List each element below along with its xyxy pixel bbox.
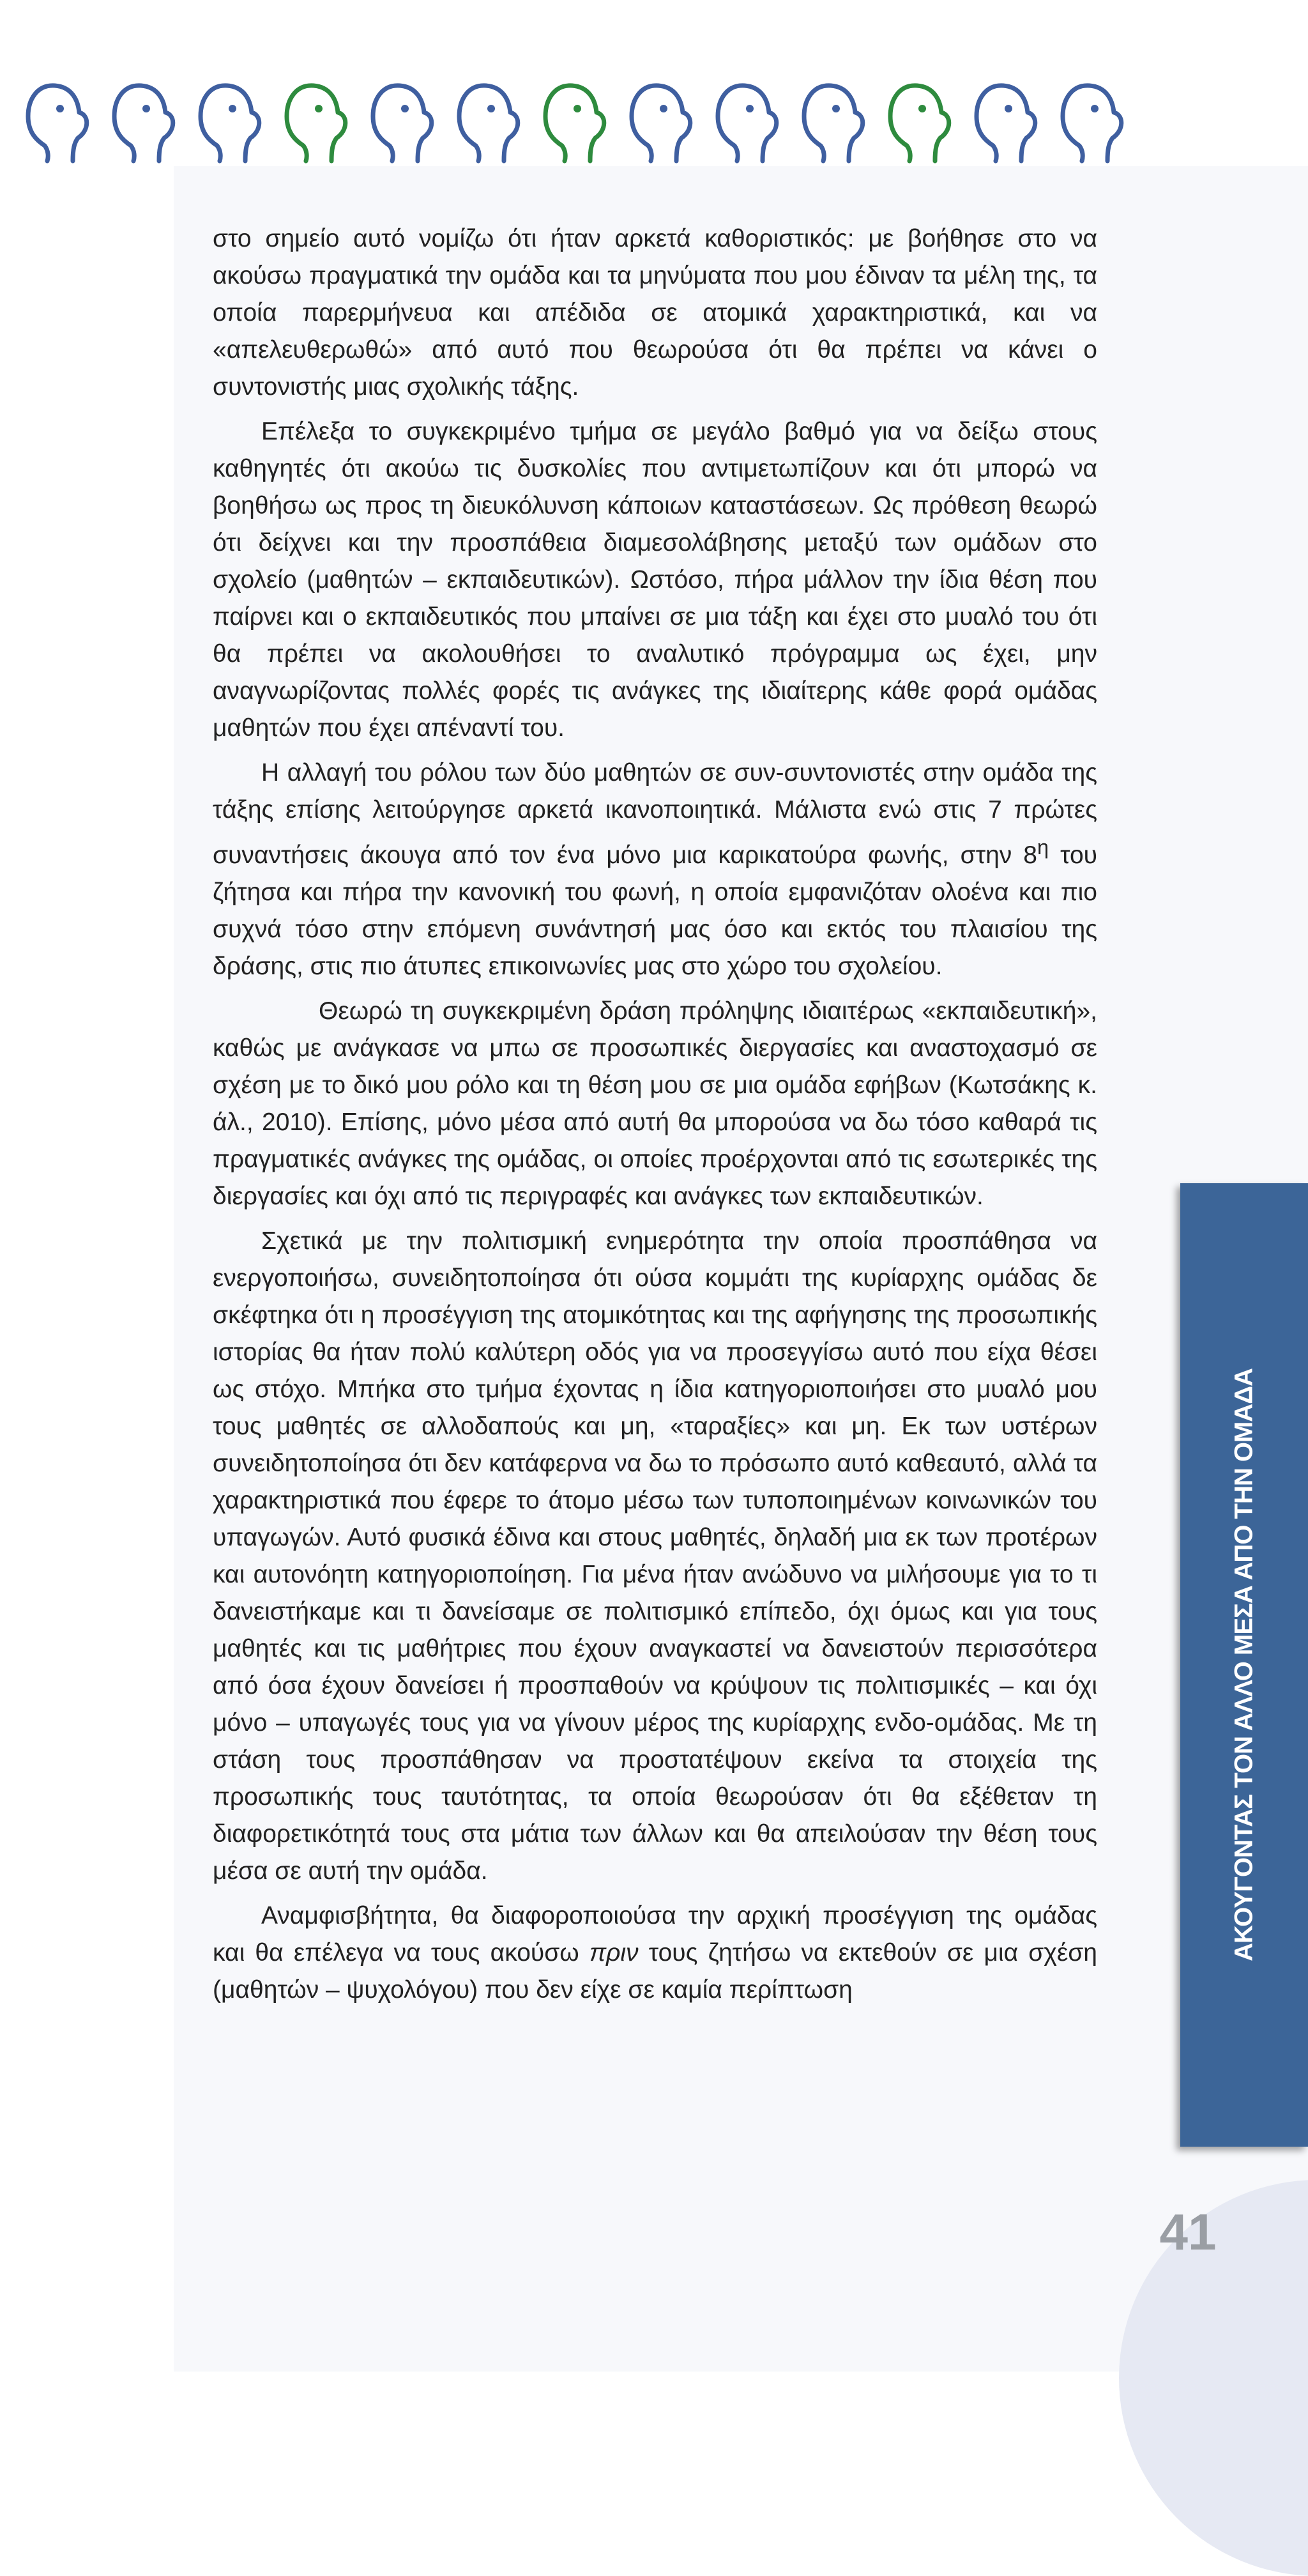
face-profile-icon [192,77,267,170]
chapter-side-tab [1180,1183,1308,2147]
page-number: 41 [1159,2204,1217,2260]
face-profile-icon [364,77,439,170]
ordinal-superscript: η [1037,836,1049,859]
face-profile-icon [450,77,526,170]
face-profile-icon [105,77,181,170]
face-profile-icon [1054,77,1129,170]
paragraph-5: Σχετικά με την πολιτισμική ενημερότητα την οποία προσπάθησα να ενεργοποιήσω, συνειδητοποίησα ότι ούσα κομμάτι της κυρίαρχης ομάδας δε σκέφτηκα ότι η προσέγγιση της ατομικότητας και της αφήγησης της προσωπικής ιστορίας θα ήταν πολύ καλύτερη οδός για να προσεγγίσω αυτό που είχα θέσει ως στόχο. Μπήκα στο τμήμα έχοντας η ίδια κατηγοριοποιήσει στο μυαλό μου τους μαθητές σε αλλοδαπούς και μη, «ταραξίες» και μη. Εκ των υστέρων συνειδητοποίησα ότι δεν κατάφερνα να δω το πρόσωπο αυτό καθεαυτό, αλλά τα χαρακτηριστικά που έφερε το άτομο μέσω των τυποποιημένων κοινωνικών του υπαγωγών. Αυτό φυσικά έδινα και στους μαθητές, δηλαδή μια εκ των προτέρων και αυτονόητη κατηγοριοποίηση. Για μένα ήταν ανώδυνο να μιλήσουμε για το τι δανειστήκαμε και τι δανείσαμε σε πολιτισμικό επίπεδο, όχι όμως και για τους μαθητές και τις μαθήτριες που έχουν αναγκαστεί να δανειστούν περισσότερα από όσα έχουν δανείσει ή προσπαθούν να κρύψουν τις πολιτισμικές – και όχι μόνο – υπαγωγές τους για να γίνουν μέρος της κυρίαρχης ενδο-ομάδας. Με τη στάση τους προσπάθησαν να προστατέψουν εκείνα τα στοιχεία της προσωπικής τους ταυτότητας, τα οποία θεωρούσαν ότι θα εξέθεταν τη διαφορετικότητά τους στα μάτια των άλλων και θα απειλούσαν την θέση τους μέσα σε αυτή την ομάδα. [213,1227,1097,1885]
face-profile-icon [536,77,612,170]
paragraph-6-text-b: τους ζητήσω να εκτεθούν σε μια σχέση (μαθητών – ψυχολόγου) που δεν είχε σε καμία περίπτωση [213,1939,1097,2004]
face-profile-icon [278,77,353,170]
body-text [213,220,1097,2016]
paragraph-3-text-a: Η αλλαγή του ρόλου των δύο μαθητών σε συν-συντονιστές στην ομάδα της τάξης επίσης λειτούργησε αρκετά ικανοποιητικά. Μάλιστα ενώ στις 7 πρώτες συναντήσεις άκουγα από τον ένα μόνο μια καρικατούρα φωνής, στην 8 [213,759,1097,869]
paragraph-3-text-b: του ζήτησα και πήρα την κανονική του φωνή, η οποία εμφανιζόταν ολοένα και πιο συχνά τόσο στην επόμενη συνάντησή μας όσο και εκτός του πλαισίου της δράσης, στις πιο άτυπες επικοινωνίες μας στο χώρο του σχολείου. [213,841,1097,980]
paragraph-6 [213,1897,1097,2009]
paragraph-3 [213,755,1097,985]
face-profile-icon [968,77,1043,170]
header-faces-row [19,77,1156,172]
paragraph-4: Θεωρώ τη συγκεκριμένη δράση πρόληψης ιδιαιτέρως «εκπαιδευτική», καθώς με ανάγκασε να μπω σε προσωπικές διεργασίες και αναστοχασμό σε σχέση με το δικό μου ρόλο και τη θέση μου σε μια ομάδα εφήβων (Κωτσάκης κ. άλ., 2010). Επίσης, μόνο μέσα από αυτή θα μπορούσα να δω τόσο καθαρά τις πραγματικές ανάγκες της ομάδας, οι οποίες προέρχονται από τις εσωτερικές της διεργασίες και όχι από τις περιγραφές και ανάγκες των εκπαιδευτικών. [213,997,1097,1210]
face-profile-icon [19,77,95,170]
chapter-side-tab-label: ΑΚΟΥΓΟΝΤΑΣ ΤΟΝ ΑΛΛΟ ΜΕΣΑ ΑΠΟ ΤΗΝ ΟΜΑΔΑ [1229,1368,1258,1961]
paragraph-2: Επέλεξα το συγκεκριμένο τμήμα σε μεγάλο βαθμό για να δείξω στους καθηγητές ότι ακούω τις δυσκολίες που αντιμετωπίζουν και ότι μπορώ να βοηθήσω ως προς τη διευκόλυνση κάποιων καταστάσεων. Ως πρόθεση θεωρώ ότι δείχνει και την προσπάθεια διαμεσολάβησης μεταξύ των ομάδων στο σχολείο (μαθητών – εκπαιδευτικών). Ωστόσο, πήρα μάλλον την ίδια θέση που παίρνει και ο εκπαιδευτικός που μπαίνει σε μια τάξη και έχει στο μυαλό του ότι θα πρέπει να ακολουθήσει το αναλυτικό πρόγραμμα ως έχει, μην αναγνωρίζοντας πολλές φορές τις ανάγκες της ιδιαίτερης κάθε φορά ομάδας μαθητών που έχει απέναντί του. [213,418,1097,742]
face-profile-icon [709,77,784,170]
face-profile-icon [881,77,957,170]
italic-word: πριν [589,1939,639,1966]
paragraph-1: στο σημείο αυτό νομίζω ότι ήταν αρκετά καθοριστικός: με βοήθησε στο να ακούσω πραγματικά την ομάδα και τα μηνύματα που μου έδιναν τα μέλη της, τα οποία παρερμήνευα και απέδιδα σε ατομικά χαρακτηριστικά, και να «απελευθερωθώ» από αυτό που θεωρούσα ότι θα πρέπει να κάνει ο συντονιστής μιας σχολικής τάξης. [213,225,1097,401]
face-profile-icon [623,77,698,170]
paragraph-6-text-a: Αναμφισβήτητα, θα διαφοροποιούσα την αρχική προσέγγιση της ομάδας και θα επέλεγα να τους ακούσω [213,1902,1097,1966]
face-profile-icon [795,77,871,170]
